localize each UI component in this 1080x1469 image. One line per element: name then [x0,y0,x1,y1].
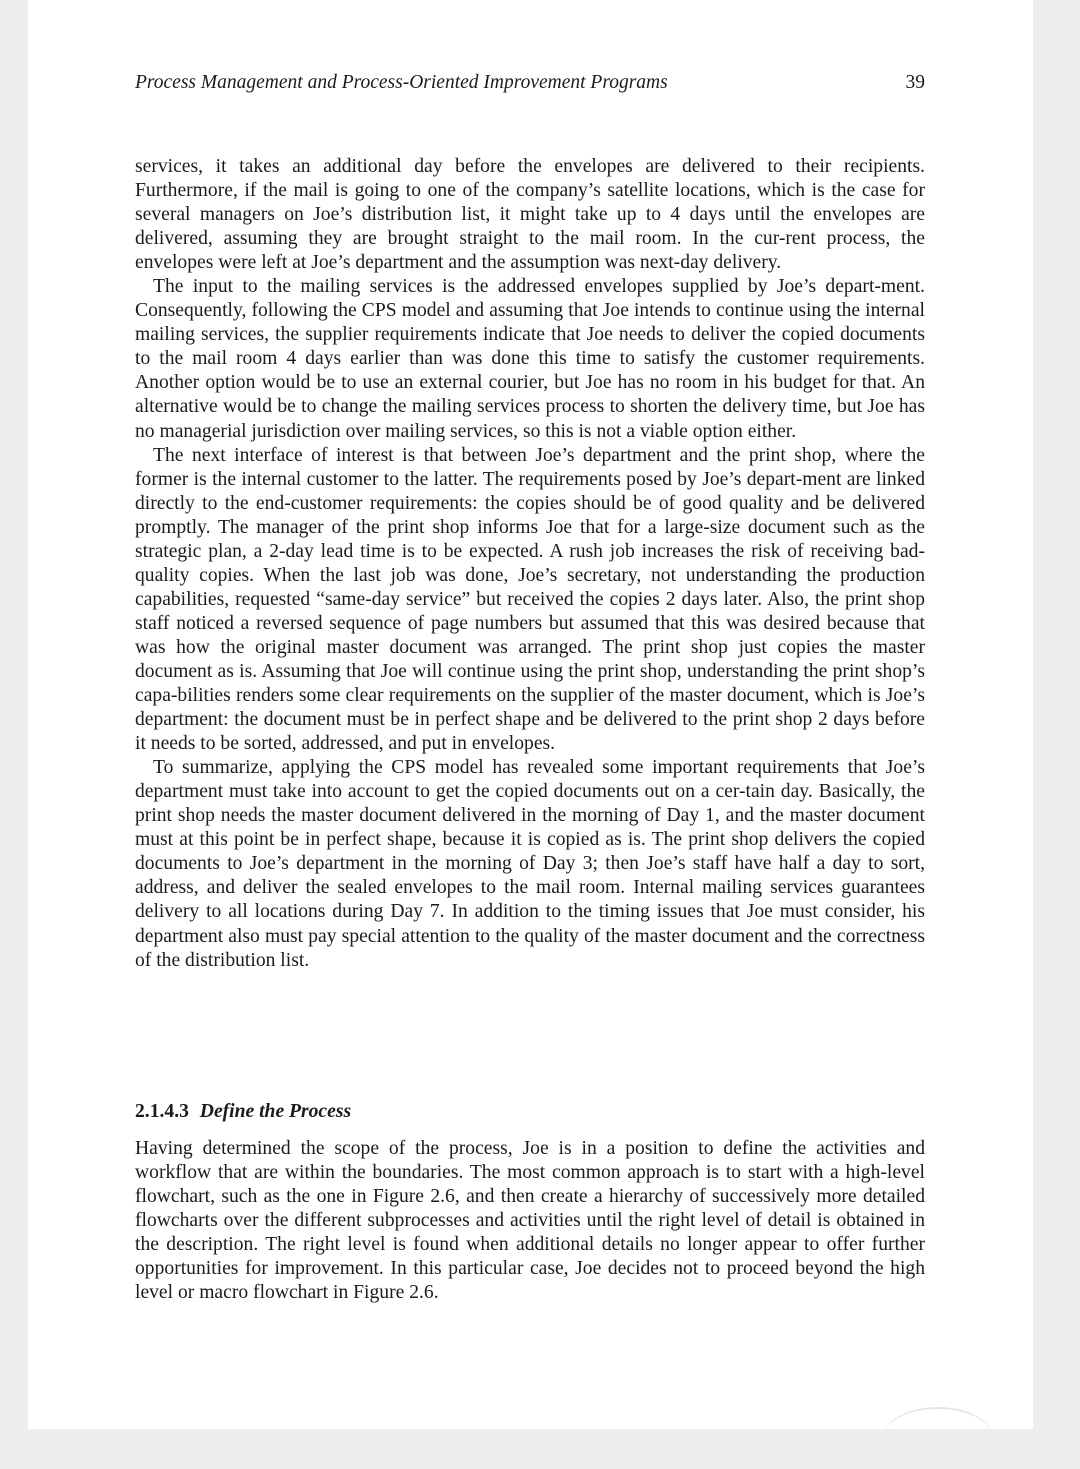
page-curl-decoration [883,1407,993,1469]
body-text [135,155,925,973]
page-number: 39 [905,72,925,93]
document-page [28,0,1033,1429]
section-title: Define the Process [199,1101,352,1122]
running-title: Process Management and Process-Oriented Improvement Programs [135,72,668,93]
paragraph: The input to the mailing services is the addressed envelopes supplied by Joe’s depart-ment. Consequently, following the CPS model and assuming that Joe intends to continue using the internal mailing services, the supplier requirements indicate that Joe needs to deliver the copied documents to the mail room 4 days earlier than was done this time to satisfy the customer requirements. Another option would be to use an external courier, but Joe has no room in his budget for that. An alternative would be to change the mailing services process to shorten the delivery time, but Joe has no managerial jurisdiction over mailing services, so this is not a viable option either. [135,276,925,442]
paragraph: Having determined the scope of the process, Joe is in a position to define the activities and workflow that are within the boundaries. The most common approach is to start with a high-level flowchart, such as the one in Figure 2.6, and then create a hierarchy of successively more detailed flowcharts over the different subprocesses and activities until the right level of detail is obtained in the description. The right level is found when additional details no longer appear to offer further opportunities for improvement. In this particular case, Joe decides not to proceed beyond the high level or macro flowchart in Figure 2.6. [135,1138,925,1304]
section-number: 2.1.4.3 [135,1101,189,1122]
paragraph-continued: services, it takes an additional day before the envelopes are delivered to their recipients. Furthermore, if the mail is going to one of the company’s satellite locations, which is the case for several managers on Joe’s distribution list, it might take up to 4 days until the envelopes are delivered, assuming they are brought straight to the mail room. In the cur-rent process, the envelopes were left at Joe’s department and the assumption was next-day delivery. [135,156,925,274]
paragraph: The next interface of interest is that between Joe’s department and the print shop, where the former is the internal customer to the latter. The requirements posed by Joe’s depart-ment are linked directly to the end-customer requirements: the copies should be of good quality and be delivered promptly. The manager of the print shop informs Joe that for a large-size document such as the strategic plan, a 2-day lead time is to be expected. A rush job increases the risk of receiving bad-quality copies. When the last job was done, Joe’s secretary, not understanding the production capabilities, requested “same-day service” but received the copies 2 days later. Also, the print shop staff noticed a reversed sequence of page numbers but assumed that this was desired because that was how the original master document was arranged. The print shop just copies the master document as is. Assuming that Joe will continue using the print shop, understanding the print shop’s capa-bilities renders some clear requirements on the supplier of the master document, which is Joe’s department: the document must be in perfect shape and be delivered to the print shop 2 days before it needs to be sorted, addressed, and put in envelopes. [135,444,925,755]
page-header [135,72,925,100]
section-heading [135,1101,925,1123]
paragraph: To summarize, applying the CPS model has revealed some important requirements that Joe’s department must take into account to get the copied documents out on a cer-tain day. Basically, the print shop needs the master document delivered in the morning of Day 1, and the master document must at this point be in perfect shape, because it is copied as is. The print shop delivers the copied documents to Joe’s department in the morning of Day 3; then Joe’s staff have half a day to sort, address, and deliver the sealed envelopes to the mail room. Internal mailing services guarantees delivery to all locations during Day 7. In addition to the timing issues that Joe must consider, his department also must pay special attention to the quality of the master document and the correctness of the distribution list. [135,757,925,971]
section-body [135,1137,925,1305]
